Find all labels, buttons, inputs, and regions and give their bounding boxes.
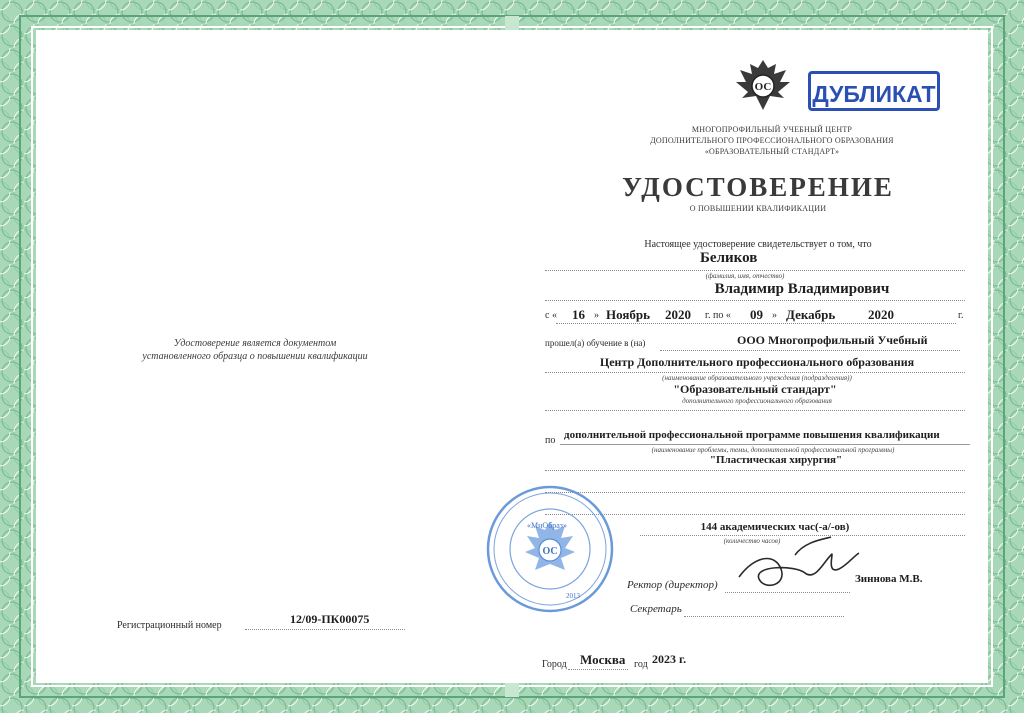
document-subtitle: О ПОВЫШЕНИИ КВАЛИФИКАЦИИ bbox=[689, 204, 827, 213]
document-title: УДОСТОВЕРЕНИЕ bbox=[622, 172, 894, 202]
program-line-2: "Пластическая хирургия" bbox=[709, 454, 843, 466]
to-month: Декабрь bbox=[786, 307, 836, 322]
org-name-line-1: ООО Многопрофильный Учебный bbox=[737, 333, 928, 347]
svg-text:2013: 2013 bbox=[566, 592, 580, 600]
to-day: 09 bbox=[750, 307, 763, 322]
from-day: 16 bbox=[572, 307, 585, 322]
given-names: Владимир Владимирович bbox=[714, 281, 890, 297]
surname: Беликов bbox=[700, 250, 758, 266]
org-name-line-2: Центр Дополнительного профессионального образования bbox=[599, 355, 915, 369]
org-caption-2: дополнительного профессионального образования bbox=[682, 397, 832, 405]
hours-value: 144 академических час(-а/-ов) bbox=[700, 521, 850, 533]
city-prefix: Город bbox=[542, 659, 567, 670]
org-header-line-1: МНОГОПРОФИЛЬНЫЙ УЧЕБНЫЙ ЦЕНТР bbox=[691, 125, 853, 134]
org-header-line-2: ДОПОЛНИТЕЛЬНОГО ПРОФЕССИОНАЛЬНОГО ОБРАЗОВАНИЯ bbox=[650, 136, 894, 145]
reg-number-label: Регистрационный номер bbox=[117, 620, 222, 631]
intro-text: Настоящее удостоверение свидетельствует о том, что bbox=[644, 239, 872, 250]
certificate: ОС ДУБЛИКАТ МНОГОПРОФИЛЬНЫЙ УЧЕБНЫЙ ЦЕНТР ДОПОЛНИТЕЛЬНОГО ПРОФЕССИОНАЛЬНОГО ОБРАЗОВАНИЯ «ОБРАЗОВАТЕЛЬНЫЙ СТАНДАРТ» УДОСТОВЕРЕНИЕ О ПОВЫШЕНИИ КВАЛИФИКАЦИИ Настоящее удостоверение свидетельствует о том, что Беликов (фамилия, имя, отчество) Владимир Владимирович с « 16 » Ноябрь 2020 г. по « 09 » Декабрь 2020 г. прошел(а) обучение в (на) ООО Многопрофильный Учебный Центр Дополнительного профессионального образования (наименование образовательного учреждения (подразделения)) "Образовательный стандарт" дополнительного профессионального образования по дополнительной профессиональной программе повышения квалификации (наименование проблемы, темы, дополнительной профессиональной программы) "Пластическая хирургия" 144 академических час(-а/-ов) (количество часов) Ректор (директор) Зиннова М.В. Секретарь Город Москва год 2023 г. ОС «МнОбраз» 2013 Удостоверение является документом установленного образца о повышении квалификации Регистрационный номер 12/09-ПК00075 bbox=[0, 0, 1024, 713]
round-seal-icon bbox=[485, 484, 615, 614]
rector-name: Зиннова М.В. bbox=[855, 573, 923, 585]
reg-number-value: 12/09-ПК00075 bbox=[290, 612, 370, 626]
from-year: 2020 bbox=[665, 307, 691, 322]
left-note-line-2: установленного образца о повышении квалификации bbox=[142, 351, 368, 362]
rector-label: Ректор (директор) bbox=[627, 579, 718, 591]
org-caption: (наименование образовательного учреждения (подразделения)) bbox=[662, 374, 852, 382]
from-month: Ноябрь bbox=[606, 307, 651, 322]
org-header-line-3: «ОБРАЗОВАТЕЛЬНЫЙ СТАНДАРТ» bbox=[704, 147, 840, 156]
svg-text:ОС: ОС bbox=[542, 546, 558, 557]
to-year: 2020 bbox=[868, 307, 894, 322]
left-note-line-1: Удостоверение является документом bbox=[173, 338, 337, 349]
city-year: 2023 г. bbox=[652, 652, 687, 666]
name-caption: (фамилия, имя, отчество) bbox=[705, 272, 785, 280]
svg-text:«МнОбраз»: «МнОбраз» bbox=[527, 521, 567, 530]
rector-signature-icon bbox=[735, 535, 865, 595]
eagle-emblem-icon bbox=[728, 54, 798, 116]
city-value: Москва bbox=[580, 652, 626, 667]
org-name-line-3: "Образовательный стандарт" bbox=[673, 382, 837, 396]
secretary-label: Секретарь bbox=[630, 603, 682, 615]
program-caption: (наименование проблемы, темы, дополнительной профессиональной программы) bbox=[651, 446, 895, 454]
training-prefix: прошел(а) обучение в (на) bbox=[545, 338, 646, 348]
hours-caption: (количество часов) bbox=[723, 537, 781, 545]
program-line-1: дополнительной профессиональной программе повышения квалификации bbox=[564, 429, 940, 441]
duplicate-stamp: ДУБЛИКАТ bbox=[808, 71, 940, 111]
svg-text:ОС: ОС bbox=[754, 81, 772, 93]
